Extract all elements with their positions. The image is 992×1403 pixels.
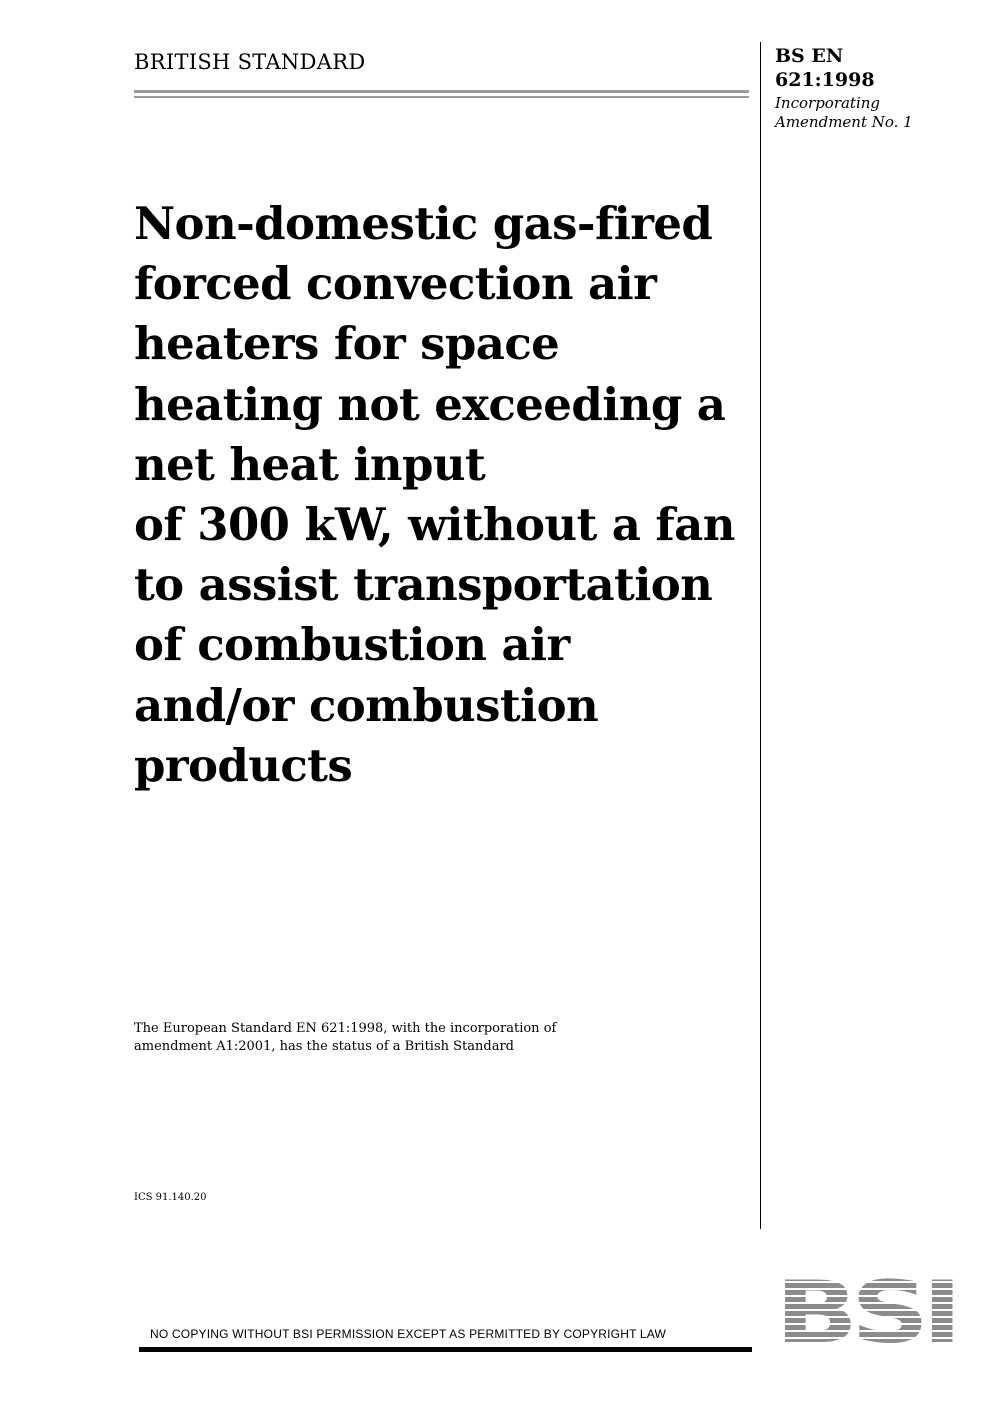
copyright-notice: NO COPYING WITHOUT BSI PERMISSION EXCEPT AS PERMITTED BY COPYRIGHT LAW — [150, 1327, 667, 1341]
footer-rule — [139, 1347, 752, 1352]
standard-identifier — [775, 44, 975, 132]
standard-number: BS EN 621:1998 — [775, 45, 875, 91]
bsi-logo — [775, 1276, 957, 1346]
header-rule-line — [134, 90, 749, 93]
document-title: Non-domestic gas-fired forced convection air heaters for space heating not exceeding a net heat input of 300 kW, without a fan to assist transportation of combustion air and/or combustion products — [134, 197, 735, 792]
vertical-divider — [760, 42, 761, 1229]
ics-code: ICS 91.140.20 — [134, 1192, 207, 1203]
logo-wordmark: BSI — [775, 1276, 955, 1346]
amendment-note: Incorporating Amendment No. 1 — [775, 94, 913, 131]
header-rule-line — [134, 96, 749, 98]
series-label: BRITISH STANDARD — [134, 50, 366, 74]
status-note: The European Standard EN 621:1998, with the incorporation of amendment A1:2001, has the status of a British Standard — [134, 1021, 557, 1054]
header-rule — [134, 90, 749, 101]
